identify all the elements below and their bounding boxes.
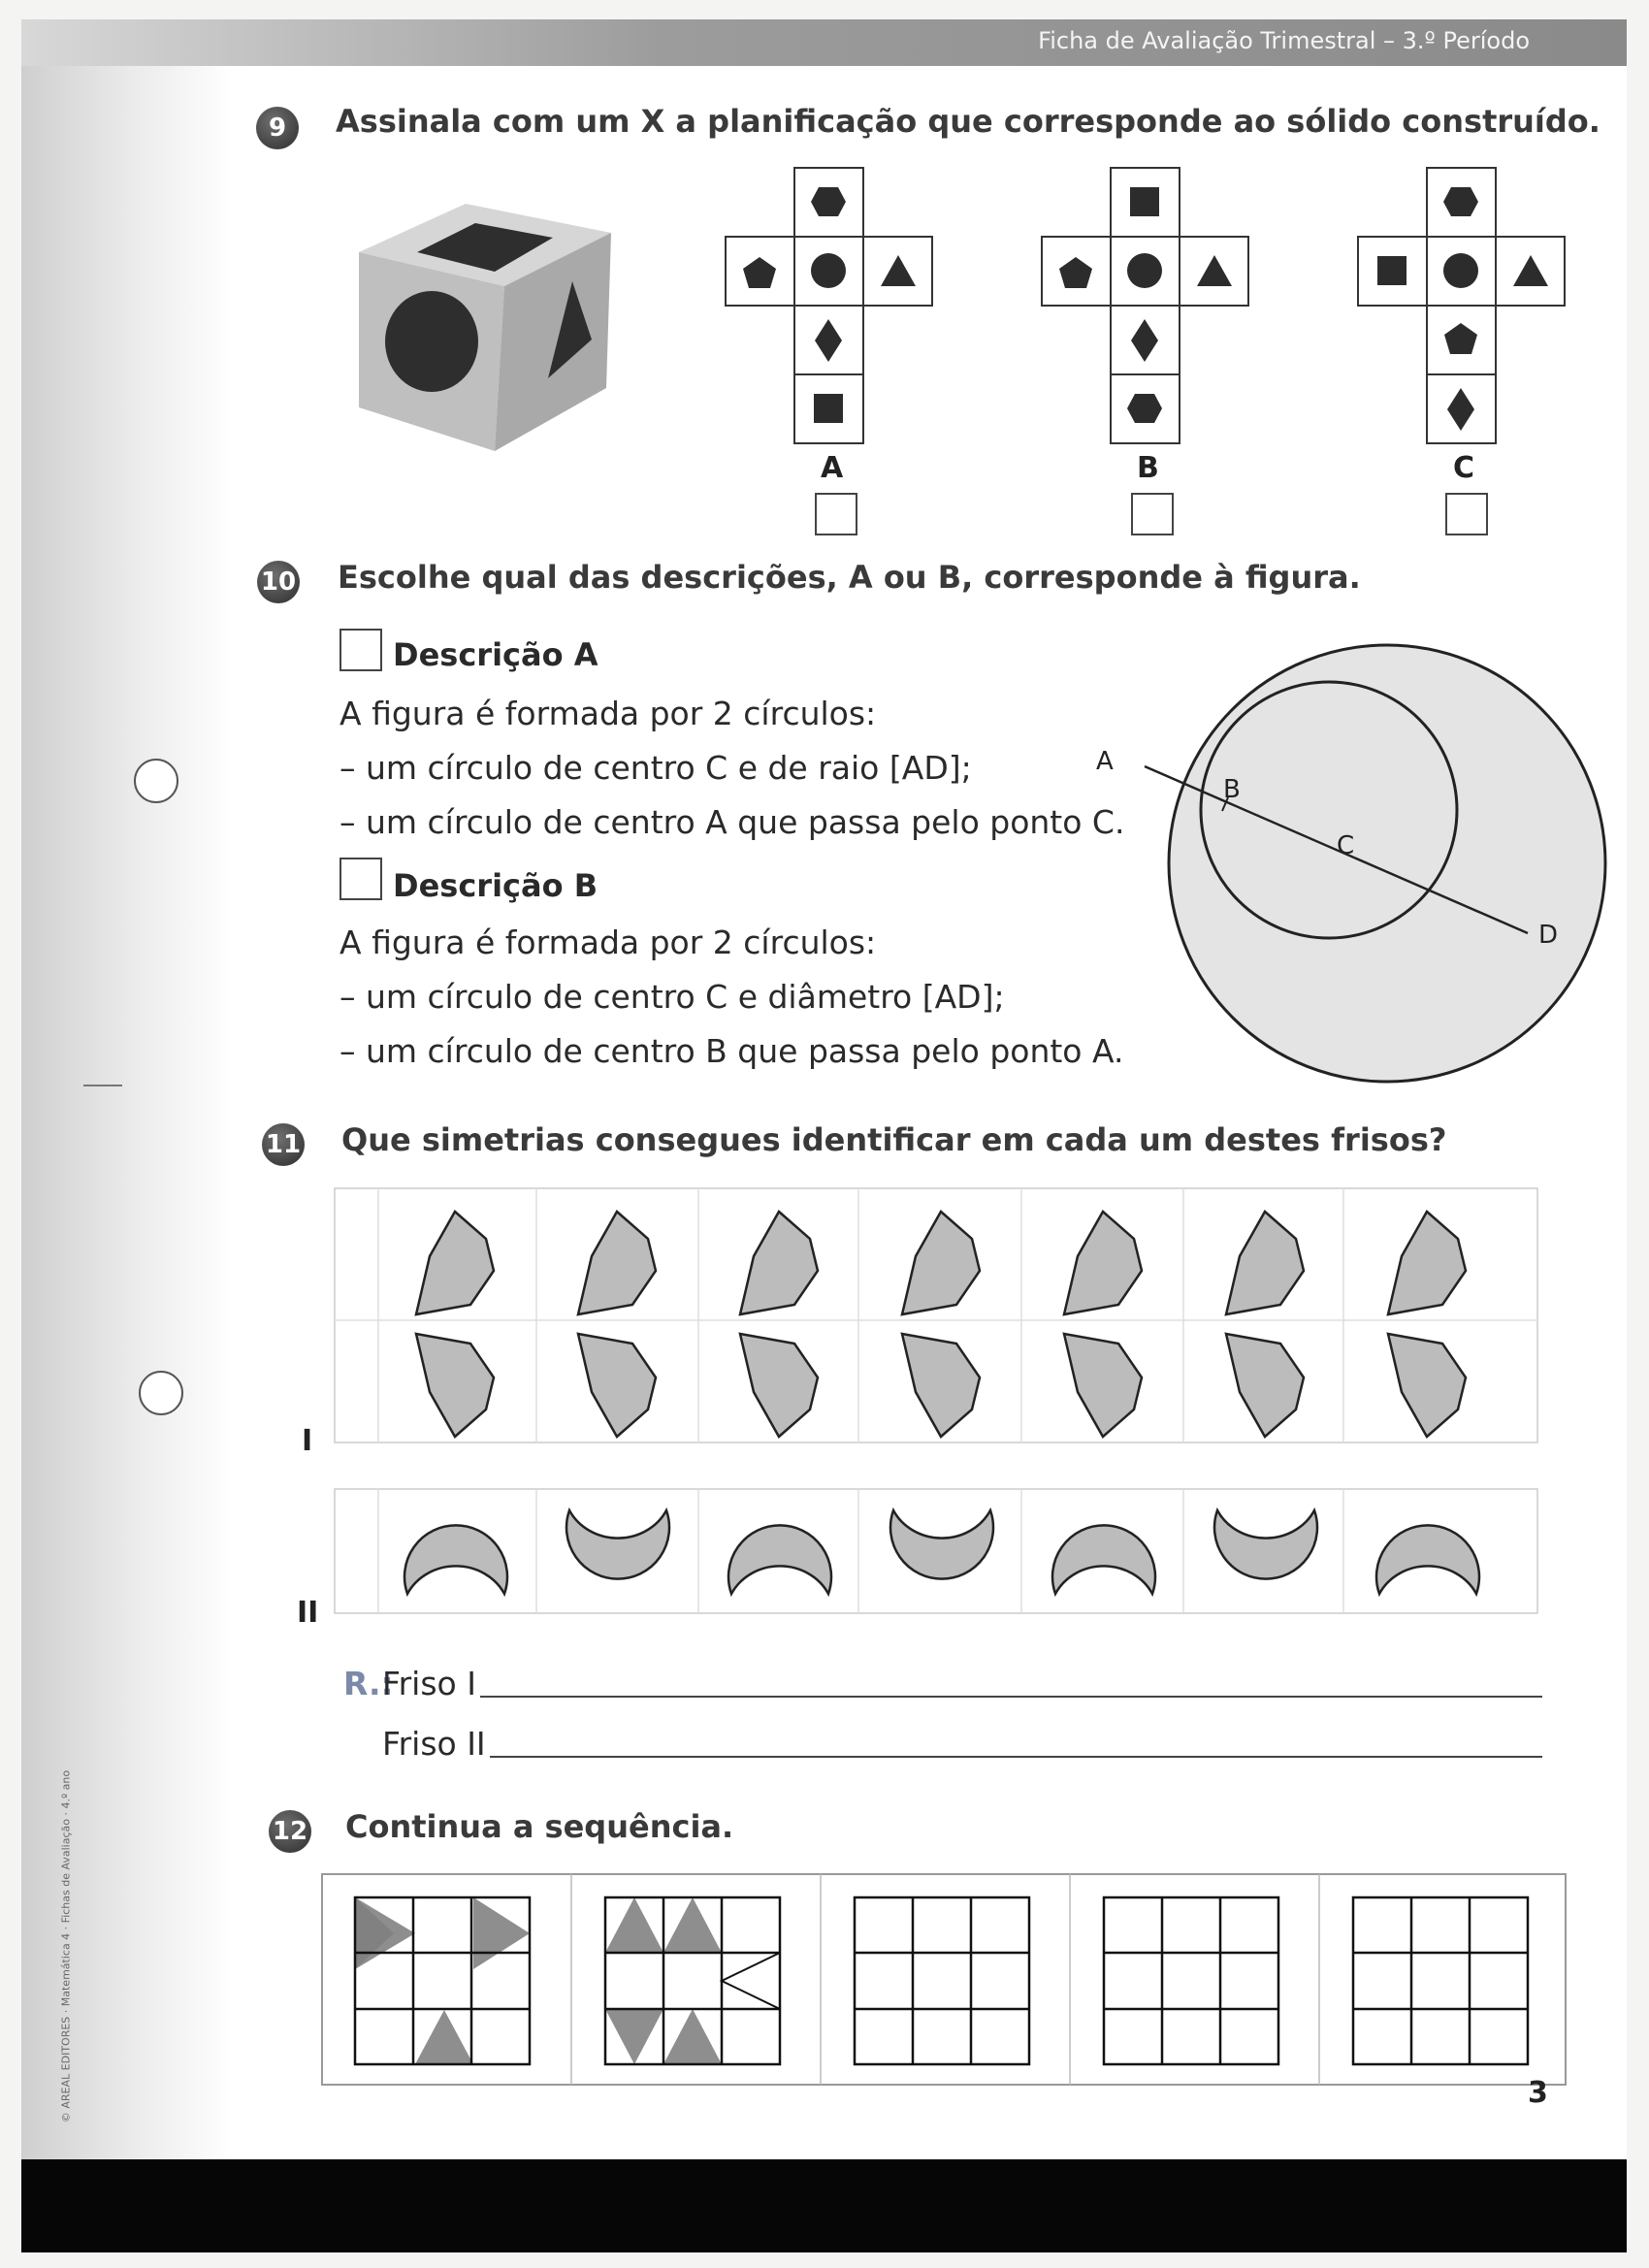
point-label-b: B — [1223, 775, 1241, 804]
binder-hole — [139, 1371, 183, 1415]
description-b-line: A figura é formada por 2 círculos: — [340, 923, 877, 961]
sequence-grids — [322, 1874, 1568, 2088]
question-prompt: Escolhe qual das descrições, A ou B, corresponde à figura. — [338, 559, 1361, 596]
checkbox-option-a[interactable] — [815, 493, 857, 535]
description-a-line: – um círculo de centro C e de raio [AD]; — [340, 749, 972, 787]
sequence-step-4-empty[interactable] — [1104, 1897, 1278, 2064]
net-b — [1042, 168, 1249, 443]
question-prompt: Assinala com um X a planificação que corresponde ao sólido construído. — [336, 103, 1600, 140]
net-c — [1358, 168, 1566, 443]
description-a-line: A figura é formada por 2 círculos: — [340, 695, 877, 732]
page-number: 3 — [1528, 2076, 1548, 2110]
frieze-label-i: I — [302, 1424, 313, 1458]
option-label-c: C — [1453, 451, 1475, 485]
question-prompt: Que simetrias consegues identificar em cada um destes frisos? — [341, 1121, 1447, 1158]
circles-figure — [1086, 631, 1571, 1096]
description-b-line: – um círculo de centro C e diâmetro [AD]; — [340, 978, 1005, 1016]
solid-cube — [349, 194, 621, 456]
question-number: 10 — [257, 561, 300, 603]
point-label-c: C — [1337, 831, 1355, 860]
binder-hole — [134, 759, 178, 803]
scan-bottom-edge — [21, 2159, 1627, 2252]
description-b-title: Descrição B — [393, 867, 598, 904]
answer-prefix: R.: — [343, 1665, 394, 1702]
question-number: 11 — [262, 1123, 305, 1166]
checkbox-description-b[interactable] — [340, 858, 382, 900]
option-label-a: A — [821, 451, 844, 485]
frieze-i — [335, 1188, 1542, 1445]
header-title: Ficha de Avaliação Trimestral – 3.º Período — [1038, 27, 1530, 54]
sequence-step-5-empty[interactable] — [1353, 1897, 1528, 2064]
checkbox-description-a[interactable] — [340, 629, 382, 671]
checkbox-option-b[interactable] — [1131, 493, 1174, 535]
question-prompt: Continua a sequência. — [345, 1808, 734, 1845]
description-a-line: – um círculo de centro A que passa pelo ponto C. — [340, 803, 1125, 841]
question-number: 12 — [269, 1810, 311, 1853]
fold-mark — [83, 1085, 122, 1086]
frieze-ii — [335, 1489, 1542, 1615]
copyright-side-text: © AREAL EDITORES · Matemática 4 · Fichas de Avaliação · 4.º ano — [59, 1769, 73, 2123]
point-label-a: A — [1096, 747, 1114, 776]
answer-line-frieze-ii[interactable] — [490, 1756, 1542, 1758]
question-number: 9 — [256, 107, 299, 149]
answer-label-frieze-i: Friso I — [382, 1665, 476, 1702]
header-bar — [21, 19, 1627, 66]
frieze-label-ii: II — [297, 1596, 319, 1630]
answer-line-frieze-i[interactable] — [480, 1696, 1542, 1698]
net-a — [726, 168, 933, 443]
point-label-d: D — [1538, 921, 1559, 950]
answer-label-frieze-ii: Friso II — [382, 1725, 486, 1763]
description-b-line: – um círculo de centro B que passa pelo ponto A. — [340, 1032, 1124, 1070]
description-a-title: Descrição A — [393, 636, 598, 673]
sequence-step-3-empty[interactable] — [855, 1897, 1029, 2064]
checkbox-option-c[interactable] — [1445, 493, 1488, 535]
option-label-b: B — [1137, 451, 1159, 485]
